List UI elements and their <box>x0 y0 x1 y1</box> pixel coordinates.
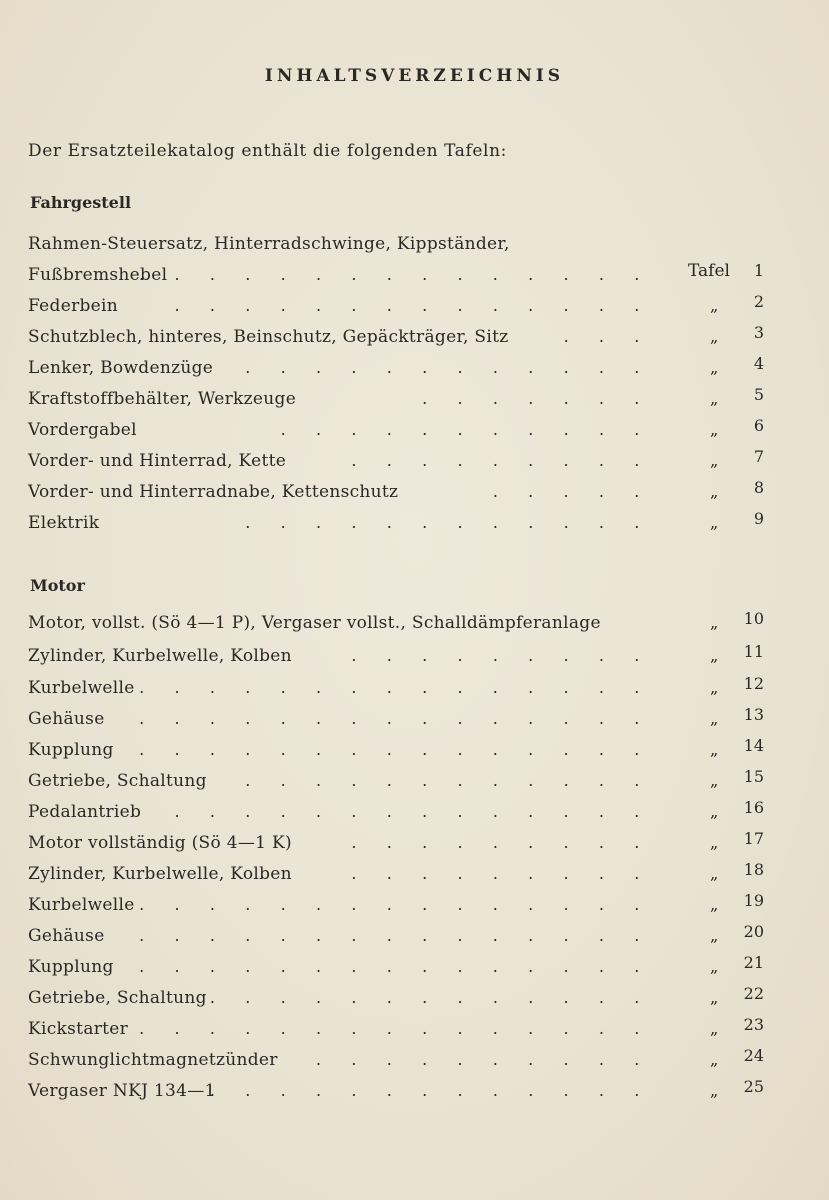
toc-line <box>28 798 764 824</box>
toc-leader-dots: . . . . . . . . . . . . . . . <box>139 895 652 914</box>
toc-ditto-mark: „ <box>710 833 719 852</box>
toc-line <box>28 1077 764 1103</box>
toc-leader-dots: . . . . . . . . . . . . . . . <box>139 709 652 728</box>
toc-ditto-mark: „ <box>710 1050 719 1069</box>
toc-ditto-mark: „ <box>710 482 719 501</box>
toc-leader-dots: . . . . . . . . . . . <box>280 420 652 439</box>
toc-page-number: 10 <box>743 609 764 628</box>
toc-entry-text: Vergaser NKJ 134—1 <box>28 1081 216 1101</box>
toc-line <box>28 609 764 635</box>
toc-page-number: 15 <box>743 767 764 786</box>
toc-ref-label: Tafel <box>688 261 730 281</box>
intro-text: Der Ersatzteilekatalog enthält die folgenden Tafeln: <box>28 141 507 161</box>
toc-page-number: 1 <box>753 261 764 280</box>
toc-line <box>28 1015 764 1041</box>
toc-line <box>28 416 764 442</box>
section-heading-fahrgestell: Fahrgestell <box>30 193 132 212</box>
toc-leader-dots: . . . . . . . . . <box>351 864 652 883</box>
toc-line <box>28 447 764 473</box>
toc-ditto-mark: „ <box>710 802 719 821</box>
toc-page-number: 7 <box>753 447 764 466</box>
toc-page-number: 8 <box>753 478 764 497</box>
toc-leader-dots: . . . . . . . <box>422 389 652 408</box>
toc-line <box>28 829 764 855</box>
toc-page-number: 22 <box>743 984 764 1003</box>
toc-leader-dots: . . . . . . . . . <box>351 646 652 665</box>
toc-entry-text: Kraftstoffbehälter, Werkzeuge <box>28 389 297 409</box>
toc-entry-text: Kupplung <box>28 740 114 760</box>
toc-entry-text: Getriebe, Schaltung <box>28 988 207 1008</box>
toc-entry-text: Kupplung <box>28 957 114 977</box>
toc-leader-dots: . . . . . . . . . . . . . . . <box>139 957 652 976</box>
toc-entry-text: Gehäuse <box>28 926 105 946</box>
toc-ditto-mark: „ <box>710 327 719 346</box>
toc-leader-dots: . . . . . . . . . . . . <box>245 513 652 532</box>
toc-entry-text: Vordergabel <box>28 420 137 440</box>
toc-page-number: 6 <box>753 416 764 435</box>
toc-ditto-mark: „ <box>710 389 719 408</box>
toc-leader-dots: . . . . . <box>492 482 652 501</box>
toc-entry-text: Lenker, Bowdenzüge <box>28 358 214 378</box>
toc-line <box>28 354 764 380</box>
toc-line <box>28 953 764 979</box>
toc-page-number: 14 <box>743 736 764 755</box>
toc-leader-dots: . . . . . . . . . . . . . <box>209 988 652 1007</box>
toc-line <box>28 736 764 762</box>
toc-entry-text: Fußbremshebel <box>28 265 168 285</box>
toc-page-number: 21 <box>743 953 764 972</box>
toc-page-number: 4 <box>753 354 764 373</box>
toc-line <box>28 860 764 886</box>
toc-ditto-mark: „ <box>710 613 719 632</box>
toc-leader-dots: . . . . . . . . . . . . . . <box>174 296 652 315</box>
toc-line <box>28 891 764 917</box>
toc-page-number: 24 <box>743 1046 764 1065</box>
toc-line <box>28 674 764 700</box>
toc-page-number: 3 <box>753 323 764 342</box>
toc-line <box>28 385 764 411</box>
toc-ditto-mark: „ <box>710 451 719 470</box>
toc-entry-text: Motor, vollst. (Sö 4—1 P), Vergaser vollst., Schalldämpferanlage <box>28 613 601 633</box>
toc-ditto-mark: „ <box>710 1081 719 1100</box>
toc-entry-text: Zylinder, Kurbelwelle, Kolben <box>28 864 292 884</box>
toc-entry-text: Vorder- und Hinterrad, Kette <box>28 451 287 471</box>
toc-line <box>28 261 764 287</box>
toc-leader-dots: . . . . . . . . . . . . . . . <box>139 740 652 759</box>
toc-entry-text: Gehäuse <box>28 709 105 729</box>
toc-leader-dots: . . . . . . . . . . . . . . . <box>139 1019 652 1038</box>
toc-page-number: 12 <box>743 674 764 693</box>
toc-page-number: 16 <box>743 798 764 817</box>
toc-ditto-mark: „ <box>710 895 719 914</box>
toc-ditto-mark: „ <box>710 358 719 377</box>
toc-ditto-mark: „ <box>710 864 719 883</box>
toc-leader-dots: . . . . . . . . . . . . . . . <box>139 926 652 945</box>
toc-page-number: 23 <box>743 1015 764 1034</box>
toc-page-number: 11 <box>743 642 764 661</box>
toc-entry-text: Rahmen-Steuersatz, Hinterradschwinge, Kippständer, <box>28 234 510 254</box>
toc-line <box>28 292 764 318</box>
toc-line <box>28 642 764 668</box>
toc-ditto-mark: „ <box>710 678 719 697</box>
toc-line <box>28 705 764 731</box>
toc-page-number: 19 <box>743 891 764 910</box>
toc-ditto-mark: „ <box>710 957 719 976</box>
toc-line <box>28 1046 764 1072</box>
toc-line <box>28 767 764 793</box>
toc-page-number: 17 <box>743 829 764 848</box>
toc-leader-dots: . . . . . . . . . . . . . . <box>174 802 652 821</box>
toc-entry-text: Vorder- und Hinterradnabe, Kettenschutz <box>28 482 399 502</box>
toc-entry-text: Zylinder, Kurbelwelle, Kolben <box>28 646 292 666</box>
toc-page-number: 25 <box>743 1077 764 1096</box>
toc-line <box>28 234 764 256</box>
toc-ditto-mark: „ <box>710 420 719 439</box>
toc-entry-text: Elektrik <box>28 513 100 533</box>
toc-page-number: 2 <box>753 292 764 311</box>
toc-entry-text: Federbein <box>28 296 119 316</box>
toc-ditto-mark: „ <box>710 709 719 728</box>
page-title: INHALTSVERZEICHNIS <box>264 66 565 86</box>
toc-ditto-mark: „ <box>710 988 719 1007</box>
toc-line <box>28 509 764 535</box>
toc-page-number: 18 <box>743 860 764 879</box>
toc-line <box>28 478 764 504</box>
toc-leader-dots: . . . . . . . . . <box>351 833 652 852</box>
toc-entry-text: Schwunglichtmagnetzünder <box>28 1050 278 1070</box>
toc-page-number: 13 <box>743 705 764 724</box>
toc-leader-dots: . . . . . . . . . . . . <box>245 358 652 377</box>
toc-line <box>28 922 764 948</box>
toc-entry-text: Schutzblech, hinteres, Beinschutz, Gepäckträger, Sitz <box>28 327 509 347</box>
toc-ditto-mark: „ <box>710 740 719 759</box>
toc-entry-text: Kickstarter <box>28 1019 129 1039</box>
toc-ditto-mark: „ <box>710 1019 719 1038</box>
toc-entry-text: Kurbelwelle <box>28 678 135 698</box>
toc-ditto-mark: „ <box>710 646 719 665</box>
toc-entry-text: Kurbelwelle <box>28 895 135 915</box>
toc-page-number: 20 <box>743 922 764 941</box>
toc-line <box>28 984 764 1010</box>
toc-leader-dots: . . . . . . . . . . . . . . . <box>139 265 652 284</box>
toc-ditto-mark: „ <box>710 926 719 945</box>
toc-leader-dots: . . . <box>563 327 652 346</box>
toc-leader-dots: . . . . . . . . . . <box>315 1050 652 1069</box>
toc-line <box>28 323 764 349</box>
toc-page-number: 9 <box>753 509 764 528</box>
toc-entry-text: Getriebe, Schaltung <box>28 771 207 791</box>
toc-leader-dots: . . . . . . . . . . . . . <box>209 1081 652 1100</box>
toc-page-number: 5 <box>753 385 764 404</box>
toc-entry-text: Pedalantrieb <box>28 802 142 822</box>
toc-leader-dots: . . . . . . . . . . . . . . . <box>139 678 652 697</box>
toc-entry-text: Motor vollständig (Sö 4—1 K) <box>28 833 292 853</box>
toc-ditto-mark: „ <box>710 771 719 790</box>
toc-leader-dots: . . . . . . . . . <box>351 451 652 470</box>
section-heading-motor: Motor <box>30 576 85 595</box>
toc-ditto-mark: „ <box>710 513 719 532</box>
toc-leader-dots: . . . . . . . . . . . . <box>245 771 652 790</box>
toc-ditto-mark: „ <box>710 296 719 315</box>
